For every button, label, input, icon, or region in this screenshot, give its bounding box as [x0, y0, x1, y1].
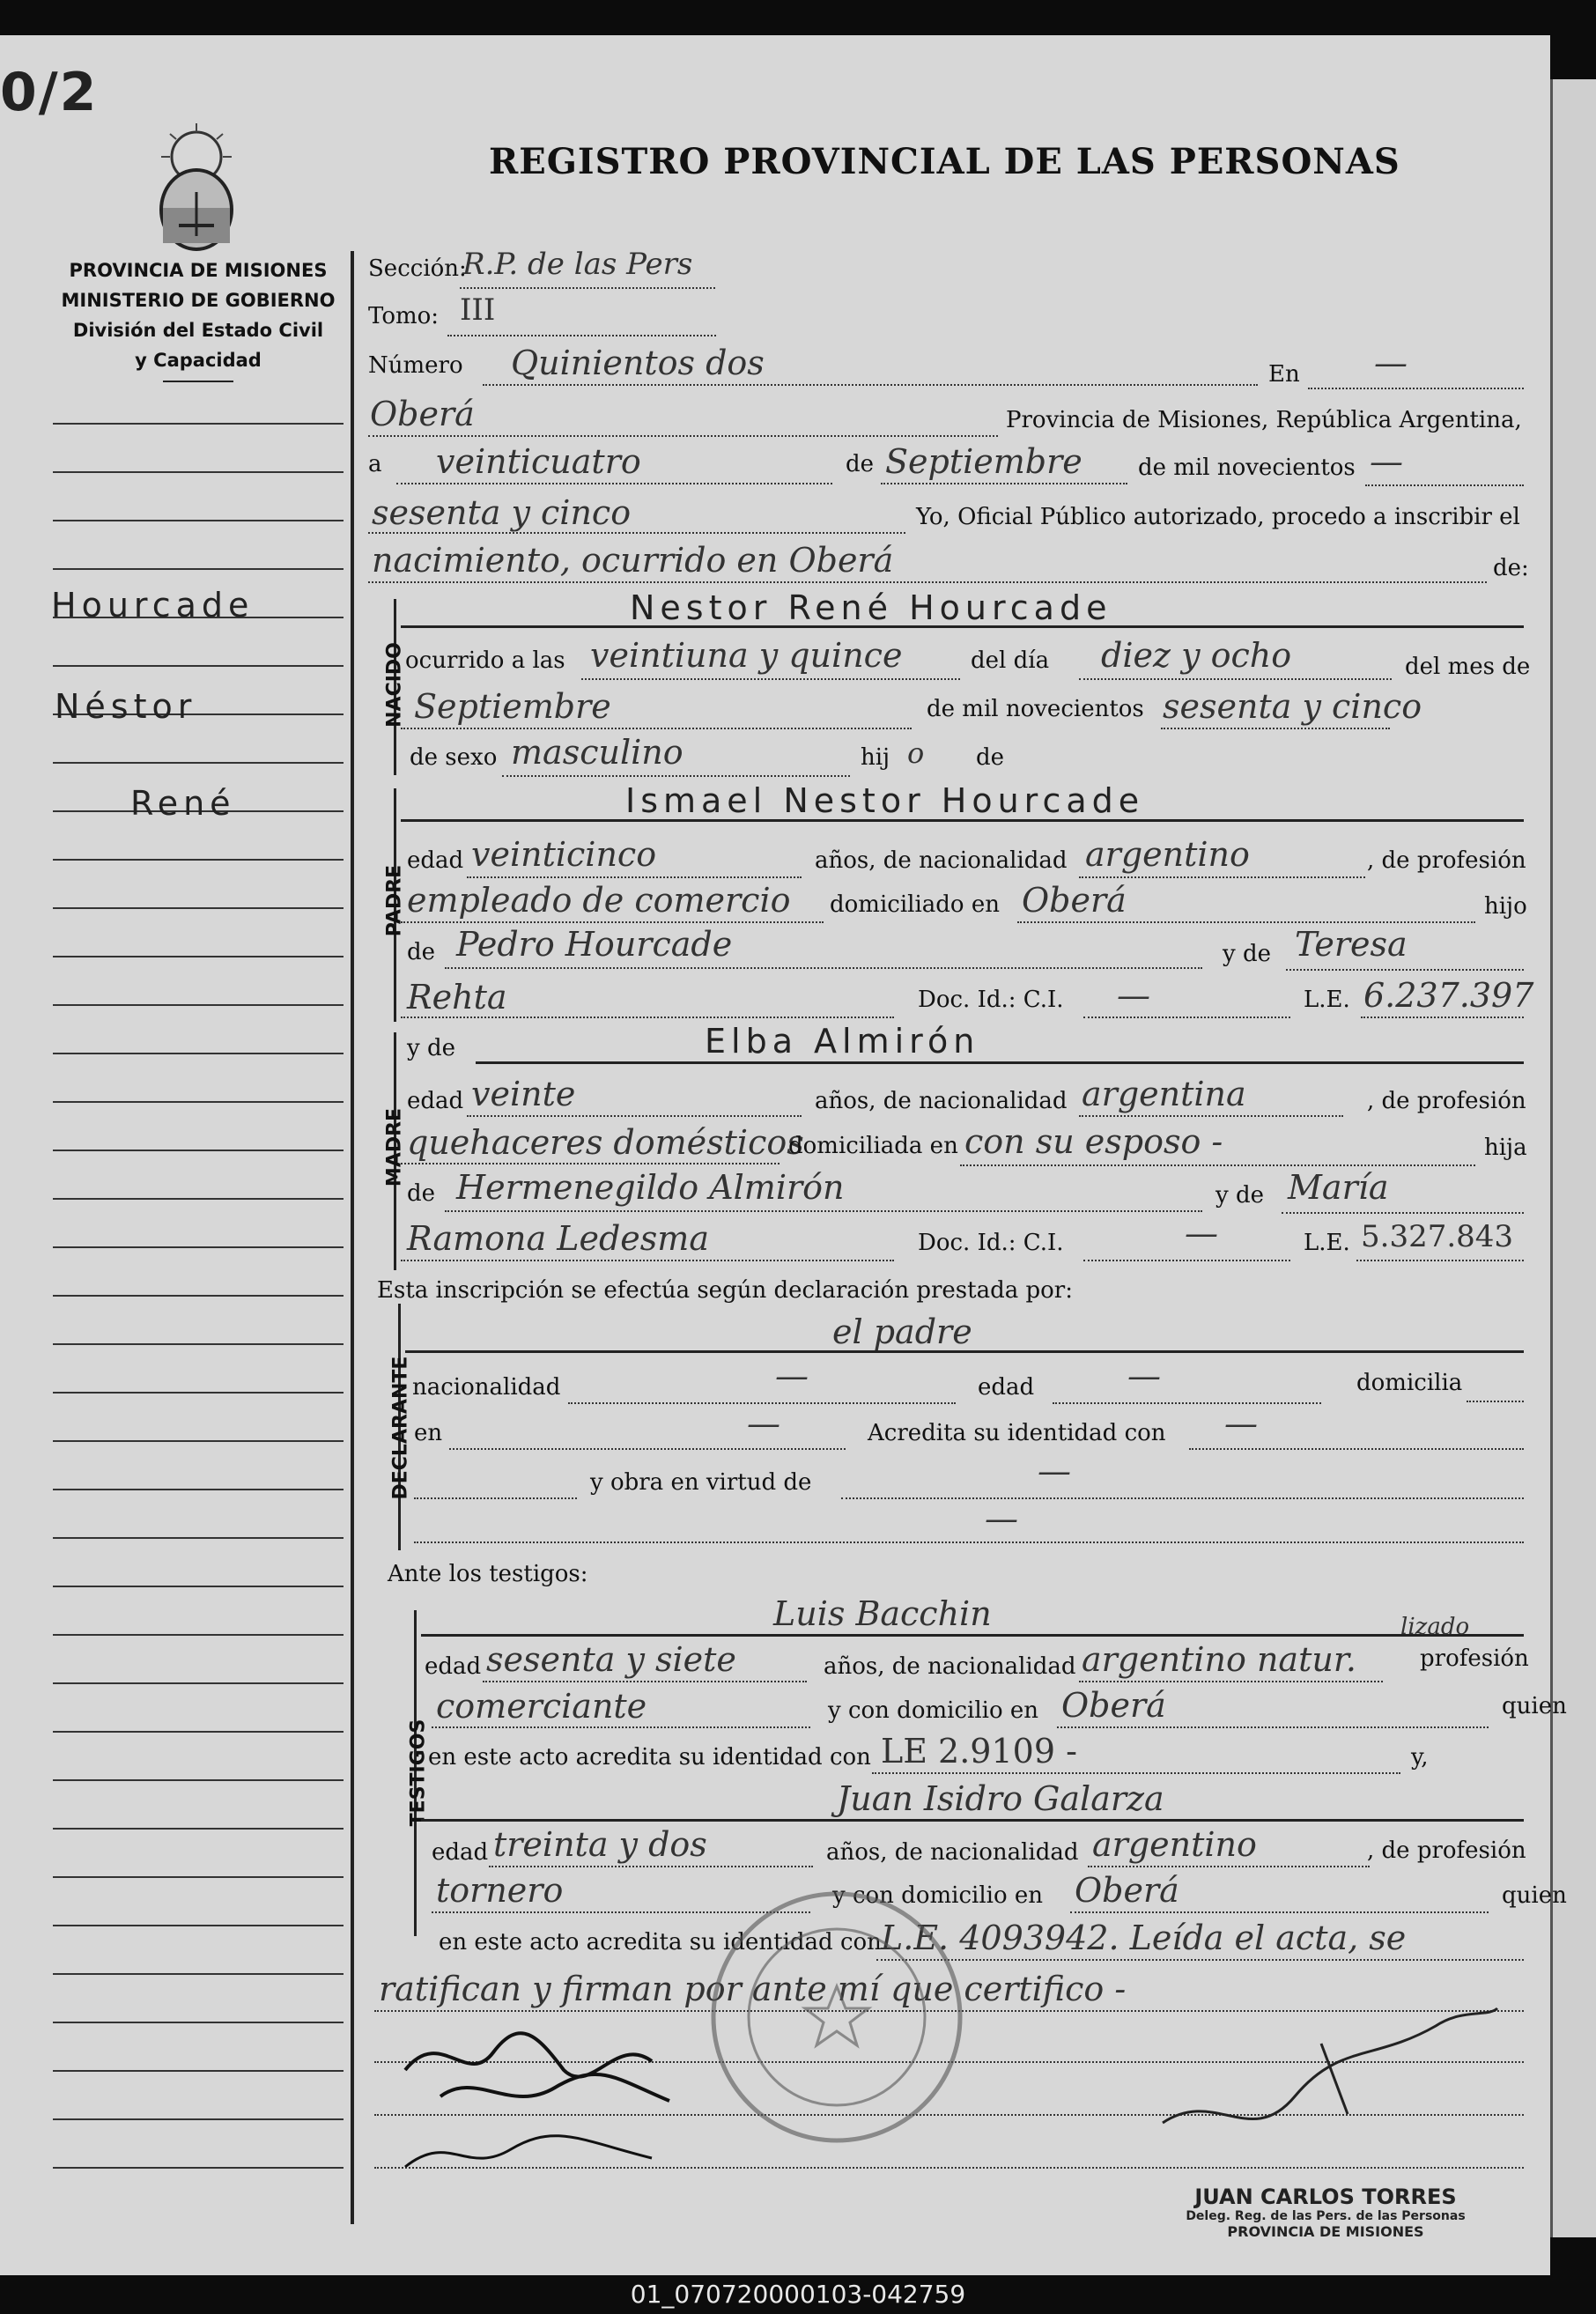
field-t1-prof: comerciante [436, 1687, 647, 1726]
margin-line [53, 2118, 344, 2120]
divider [163, 381, 233, 382]
field-padre-edad: veinticinco [471, 835, 657, 874]
margin-line [53, 2022, 344, 2023]
field-line [396, 483, 832, 484]
label: Yo, Oficial Público autorizado, procedo a inscribir el [916, 504, 1520, 530]
margin-line [53, 1537, 344, 1539]
field-numero: Quinientos dos [511, 344, 765, 382]
label: , de profesión [1367, 1837, 1526, 1864]
section-label-testigos: TESTIGOS [407, 1719, 430, 1827]
field-madre-nombre: Elba Almirón [705, 1022, 980, 1061]
label: Sección: [368, 255, 467, 282]
field-madre-ci: — [1185, 1214, 1218, 1253]
official-signature [1145, 1991, 1515, 2167]
field-line [1083, 1260, 1290, 1261]
margin-line [53, 520, 344, 521]
margin-line [53, 762, 344, 764]
field-line [432, 1726, 810, 1728]
margin-line [53, 1779, 344, 1781]
field-dia-nac: diez y ocho [1101, 636, 1292, 675]
field-decl-en: — [747, 1404, 780, 1443]
label: en este acto acredita su identidad con [428, 1744, 871, 1771]
field-padre-ci: — [1117, 976, 1150, 1015]
margin-line [53, 1295, 344, 1297]
label: edad [407, 847, 464, 874]
field-line [401, 1163, 780, 1164]
field-padre-prof: empleado de comercio [407, 881, 791, 920]
rule [401, 625, 1524, 628]
field-madre-padre: Hermenegildo Almirón [456, 1168, 845, 1207]
field-t1-nac-sup: lizado [1400, 1614, 1470, 1640]
margin-line [53, 2167, 344, 2169]
field-hora: veintiuna y quince [590, 636, 903, 675]
field-hij-suffix: o [907, 736, 925, 770]
field-line [841, 1497, 1524, 1499]
label: del día [971, 647, 1050, 674]
field-nombre: Nestor René Hourcade [630, 588, 1112, 627]
label: Número [368, 352, 463, 379]
field-line [1161, 728, 1390, 729]
field-line [401, 921, 824, 923]
margin-line [53, 1586, 344, 1587]
field-line [881, 483, 1127, 484]
label: edad [978, 1374, 1035, 1401]
field-line [1088, 1866, 1370, 1867]
section-label-madre: MADRE [383, 1107, 406, 1187]
page-number: 0/2 [0, 62, 99, 123]
margin-line [53, 1101, 344, 1103]
rule [421, 1819, 1524, 1822]
field-decl-extra: — [985, 1499, 1018, 1538]
field-line [502, 775, 850, 777]
label: de mil novecientos [927, 696, 1144, 722]
field-madre-edad: veinte [471, 1075, 576, 1113]
field-mes: Septiembre [885, 442, 1082, 481]
field-line [960, 1164, 1475, 1166]
field-padre-dom: Oberá [1022, 881, 1127, 920]
field-line [483, 384, 1258, 386]
field-madre-le: 5.327.843 [1361, 1219, 1514, 1254]
margin-line [53, 859, 344, 861]
label: edad [432, 1839, 489, 1866]
field-testigo2: Juan Isidro Galarza [837, 1779, 1164, 1818]
field-line [1282, 1212, 1524, 1214]
signature-scribbles [388, 2017, 722, 2193]
field-line [1053, 1402, 1321, 1404]
field-anio: sesenta y cinco [372, 493, 632, 532]
field-line [401, 728, 912, 729]
rule [476, 1061, 1524, 1064]
field-sexo: masculino [511, 733, 683, 772]
label: de [407, 1180, 436, 1207]
field-declarante: el padre [832, 1312, 972, 1351]
label: hij [861, 744, 890, 771]
stamp-name: JUAN CARLOS TORRES [1194, 2185, 1457, 2209]
field-line [368, 532, 905, 534]
field-decl-edad: — [1127, 1357, 1161, 1395]
field-madre-madre: María [1288, 1168, 1389, 1207]
margin-line [53, 1828, 344, 1830]
label: Doc. Id.: C.I. [918, 1230, 1064, 1256]
field-acto: nacimiento, ocurrido en Oberá [372, 541, 894, 580]
field-line [447, 335, 716, 336]
label: hija [1484, 1135, 1527, 1161]
label: y de [1223, 941, 1271, 967]
field-cierre: ratifican y firman por ante mí que certifico - [379, 1970, 1127, 2008]
margin-line [53, 1682, 344, 1684]
label: años, de nacionalidad [815, 847, 1068, 874]
label: , de profesión [1367, 847, 1526, 874]
label: Doc. Id.: C.I. [918, 987, 1064, 1013]
field-line [1365, 484, 1524, 486]
field-line [1017, 921, 1475, 923]
field-t1-nac: argentino natur. [1082, 1640, 1356, 1679]
margin-line [53, 1053, 344, 1054]
label: L.E. [1304, 1230, 1350, 1256]
margin-line [53, 1634, 344, 1636]
margin-line [53, 1731, 344, 1733]
field-line [401, 1017, 894, 1018]
label: y, [1411, 1744, 1429, 1771]
field-line [1079, 678, 1392, 680]
label: y de [1215, 1182, 1264, 1209]
label: de mil novecientos [1138, 455, 1356, 481]
label: a [368, 451, 382, 477]
adjacent-page-edge [1550, 79, 1596, 2237]
label: años, de nacionalidad [815, 1088, 1068, 1114]
field-line [1070, 1911, 1489, 1913]
field-line [1361, 1017, 1524, 1018]
margin-line [53, 1440, 344, 1442]
field-t2-dom: Oberá [1075, 1871, 1179, 1910]
label: , de profesión [1367, 1088, 1526, 1114]
label: domicilia [1356, 1370, 1463, 1396]
label: de: [1493, 555, 1529, 581]
field-padre-nombre: Ismael Nestor Hourcade [625, 781, 1145, 820]
label: Ante los testigos: [388, 1561, 588, 1587]
section-label-nacido: NACIDO [383, 642, 406, 728]
label: y obra en virtud de [590, 1469, 812, 1496]
field-line [467, 876, 802, 878]
field-line [1308, 388, 1524, 389]
field-padre-nac: argentino [1085, 835, 1250, 874]
margin-line [53, 1392, 344, 1394]
field-decl-nac: — [775, 1357, 809, 1395]
field-line [401, 1260, 894, 1261]
label: Acredita su identidad con [868, 1420, 1166, 1446]
field-padre-madre: Teresa [1295, 925, 1408, 964]
field-line [460, 287, 715, 289]
margin-line [53, 1343, 344, 1345]
margin-line [53, 956, 344, 957]
field-padre-le: 6.237.397 [1363, 976, 1534, 1015]
label: en este acto acredita su identidad con [439, 1929, 882, 1955]
label: domiciliada en [788, 1133, 958, 1159]
field-dia: veinticuatro [436, 442, 641, 481]
section-label-padre: PADRE [383, 864, 406, 937]
frame-border [351, 251, 354, 2224]
label: de [846, 451, 875, 477]
label: Tomo: [368, 303, 440, 329]
margin-line [53, 471, 344, 473]
field-decl-obra: — [1038, 1452, 1071, 1490]
field-line [876, 1959, 1524, 1961]
field-padre-madre-cont: Rehta [407, 978, 507, 1017]
field-line [1189, 1448, 1524, 1450]
label: del mes de [1405, 654, 1531, 680]
stamp-line: Deleg. Reg. de las Pers. de las Personas [1186, 2209, 1466, 2223]
label: quien [1502, 1693, 1567, 1719]
label: edad [407, 1088, 464, 1114]
field-t1-dom: Oberá [1061, 1686, 1166, 1725]
field-t2-edad: treinta y dos [493, 1825, 707, 1864]
field-line [1079, 876, 1365, 878]
label: ocurrido a las [405, 647, 565, 674]
field-madre-dom: con su esposo - [964, 1122, 1223, 1161]
margin-name: René [130, 784, 236, 823]
margin-line [53, 568, 344, 570]
field-mes-nac: Septiembre [414, 687, 611, 726]
margin-surname: Hourcade [51, 586, 255, 625]
field-line [445, 1210, 1202, 1212]
field-seccion: R.P. de las Pers [462, 247, 693, 282]
field-madre-madre-cont: Ramona Ledesma [407, 1219, 709, 1258]
field-line [467, 1115, 802, 1117]
rule [421, 1634, 1524, 1637]
field-padre-padre: Pedro Hourcade [456, 925, 733, 964]
field-line [1083, 1017, 1290, 1018]
field-line [368, 435, 998, 437]
field-madre-prof: quehaceres domésticos [407, 1123, 804, 1162]
field-testigo1: Luis Bacchin [773, 1594, 992, 1633]
label: años, de nacionalidad [824, 1653, 1076, 1680]
margin-line [53, 1198, 344, 1200]
margin-line [53, 1246, 344, 1248]
margin-line [53, 665, 344, 667]
margin-line [53, 2070, 344, 2072]
label: quien [1502, 1882, 1567, 1909]
field-line [1467, 1401, 1524, 1402]
margin-line [53, 423, 344, 425]
issuing-authority [35, 255, 361, 375]
label: L.E. [1304, 987, 1350, 1013]
section-label-declarante: DECLARANTE [389, 1356, 412, 1500]
field-line [1286, 969, 1524, 971]
label: y con domicilio en [828, 1697, 1039, 1724]
field-line [1079, 1681, 1383, 1682]
margin-line [53, 1150, 344, 1151]
field-line [414, 1541, 1524, 1543]
org-line: MINISTERIO DE GOBIERNO [61, 290, 336, 311]
field-anio-nac: sesenta y cinco [1163, 687, 1422, 726]
field-t2-doc: L.E. 4093942. Leída el acta, se [881, 1918, 1407, 1957]
rule [401, 819, 1524, 822]
org-line: PROVINCIA DE MISIONES [69, 260, 328, 281]
label: En [1268, 361, 1300, 388]
field-madre-nac: argentina [1082, 1075, 1246, 1113]
margin-line [53, 1004, 344, 1006]
field-t1-edad: sesenta y siete [486, 1640, 736, 1679]
field-line [445, 967, 1202, 969]
field-line [483, 1681, 807, 1682]
field-t2-prof: tornero [436, 1871, 564, 1910]
label: profesión [1420, 1645, 1529, 1672]
label: hijo [1484, 893, 1527, 920]
stamp-line: PROVINCIA DE MISIONES [1227, 2223, 1424, 2240]
page-title: REGISTRO PROVINCIAL DE LAS PERSONAS [489, 141, 1400, 182]
label: Provincia de Misiones, República Argentina, [1006, 407, 1522, 433]
label: de [976, 744, 1005, 771]
field-line [1057, 1726, 1489, 1728]
label: en [414, 1420, 443, 1446]
label: nacionalidad [412, 1374, 561, 1401]
label: y de [407, 1035, 455, 1061]
field-line [368, 581, 1487, 583]
margin-line [53, 907, 344, 909]
field-decl-acredita: — [1224, 1404, 1258, 1443]
label: edad [425, 1653, 482, 1680]
margin-line [53, 1973, 344, 1975]
org-line: y Capacidad [135, 350, 262, 371]
field-lugar: Oberá [370, 395, 475, 433]
org-line: División del Estado Civil [72, 320, 324, 341]
field-line [581, 678, 960, 680]
label: de sexo [410, 744, 498, 771]
field-en: — [1374, 344, 1408, 382]
field-line [1079, 1115, 1343, 1117]
field-anio-dash: — [1370, 442, 1403, 481]
official-seal-icon [705, 1885, 969, 2149]
margin-line [53, 1925, 344, 1926]
label: Esta inscripción se efectúa según declaración prestada por: [377, 1277, 1073, 1304]
margin-line [53, 1876, 344, 1878]
field-line [414, 1497, 577, 1499]
label: de [407, 939, 436, 965]
field-line [449, 1448, 846, 1450]
field-line [872, 1772, 1400, 1774]
field-t2-nac: argentino [1092, 1825, 1257, 1864]
official-stamp [1180, 2185, 1471, 2240]
label: años, de nacionalidad [826, 1839, 1079, 1866]
coat-of-arms-icon [148, 122, 245, 254]
label: y con domicilio en [832, 1882, 1044, 1909]
scan-id: 01_070720000103-042759 [0, 2275, 1596, 2314]
field-tomo: III [460, 292, 496, 328]
label: domiciliado en [830, 891, 1000, 918]
field-line [489, 1866, 813, 1867]
field-line [1356, 1260, 1524, 1261]
field-t1-doc: LE 2.9109 - [881, 1732, 1077, 1771]
rule [405, 1350, 1524, 1353]
margin-line [53, 1489, 344, 1490]
margin-name: Néstor [55, 687, 197, 726]
